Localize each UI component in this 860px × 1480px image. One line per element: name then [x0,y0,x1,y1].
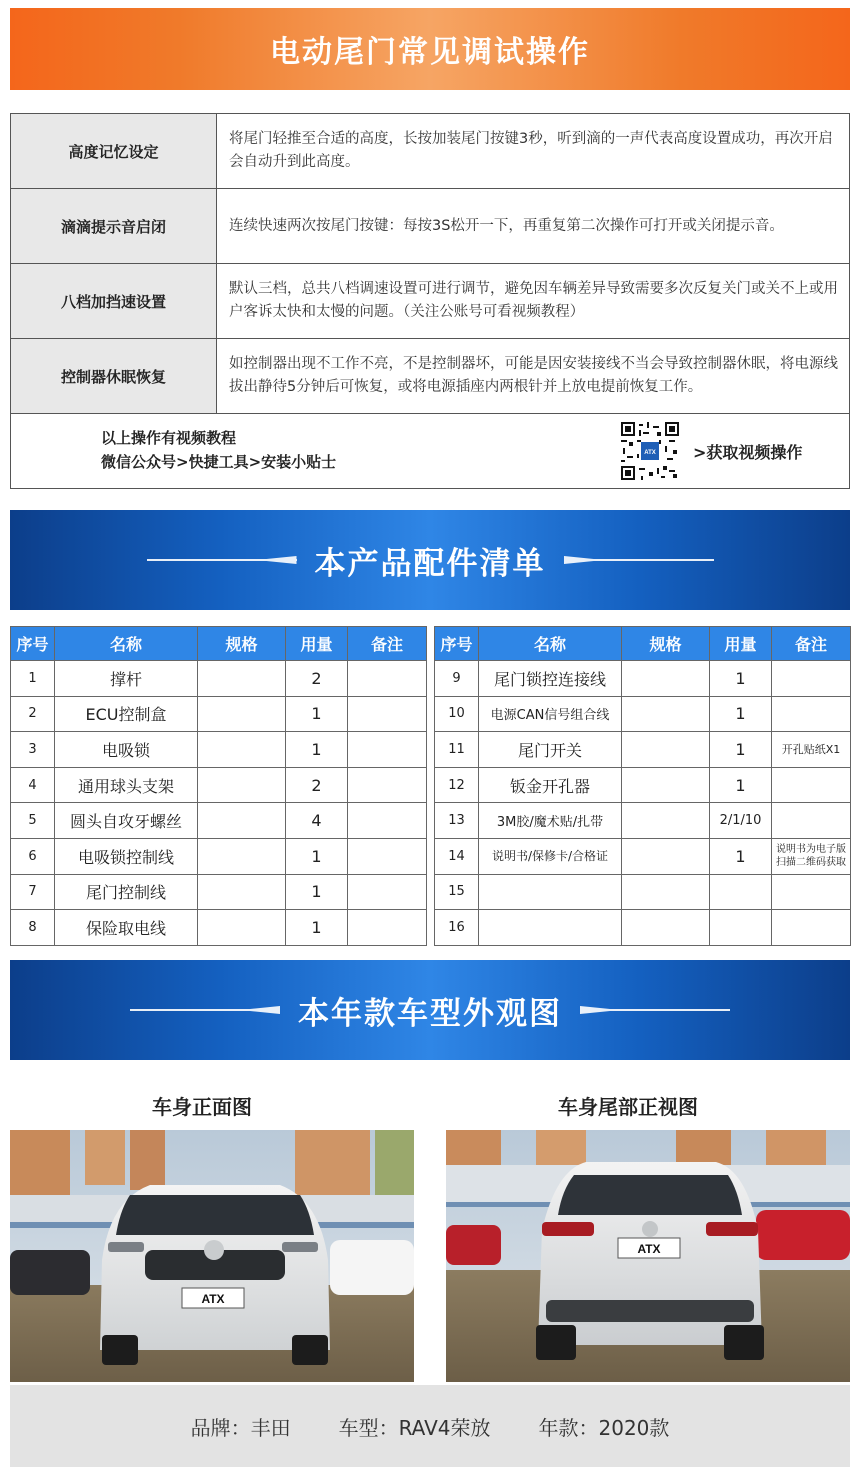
header-banner [10,8,850,90]
cell-note [348,696,427,732]
cell-note [348,910,427,946]
operation-text: 默认三档，总共八档调速设置可进行调节，避免因车辆差异导致需要多次反复关门或关不上或用户客诉太快和太慢的问题。（关注公账号可看视频教程） [229,281,838,320]
operation-text: 将尾门轻推至合适的高度，长按加装尾门按键3秒，听到滴的一声代表高度设置成功，再次开启会自动升到此高度。 [229,131,833,170]
cell-name: 尾门开关 [479,732,622,768]
cell-note: 开孔贴纸X1 [772,732,851,768]
tutorial-row [11,414,849,488]
table-row [11,838,427,874]
cell-spec [198,767,286,803]
cell-spec [622,696,710,732]
operation-label: 八档加挡速设置 [11,264,217,338]
cell-spec [198,803,286,839]
cell-spec [622,838,710,874]
operation-row [11,264,849,339]
cell-no: 12 [435,767,479,803]
col-header-spec: 规格 [622,627,710,661]
cell-spec [198,838,286,874]
table-row [435,767,851,803]
cell-name: 钣金开孔器 [479,767,622,803]
cell-note [772,696,851,732]
cell-spec [198,696,286,732]
front-photo-title: 车身正面图 [152,1095,252,1119]
cell-no: 8 [11,910,55,946]
svg-text:ATX: ATX [644,450,656,456]
cell-no: 2 [11,696,55,732]
tutorial-line2: 微信公众号>快捷工具>安装小贴士 [101,453,337,471]
cell-qty: 1 [710,661,772,697]
col-header-no: 序号 [435,627,479,661]
table-row [435,838,851,874]
table-row [435,910,851,946]
operation-label: 滴滴提示音启闭 [11,189,217,263]
cell-qty: 1 [286,696,348,732]
cell-no: 7 [11,874,55,910]
operation-row [11,339,849,414]
parts-title: 本产品配件清单 [314,545,546,582]
cell-note [348,803,427,839]
cell-spec [622,874,710,910]
table-row [435,696,851,732]
table-row [435,732,851,768]
cell-no: 9 [435,661,479,697]
cell-spec [198,910,286,946]
cell-spec [198,661,286,697]
cell-qty: 1 [286,838,348,874]
cell-qty: 2/1/10 [710,803,772,839]
col-header-name: 名称 [55,627,198,661]
operation-row [11,189,849,264]
cell-no: 15 [435,874,479,910]
table-row [11,910,427,946]
rear-photo-title: 车身尾部正视图 [558,1095,698,1119]
table-row [11,767,427,803]
appearance-title: 本年款车型外观图 [298,995,562,1032]
year-text: 年款：2020款 [538,1415,670,1440]
cell-note [772,767,851,803]
cell-no: 3 [11,732,55,768]
decorative-line [564,559,714,561]
cell-no: 11 [435,732,479,768]
cell-name [479,910,622,946]
cell-name: 撑杆 [55,661,198,697]
cell-qty: 1 [286,910,348,946]
cell-no: 16 [435,910,479,946]
decorative-line [147,559,297,561]
cell-name: 电吸锁 [55,732,198,768]
cell-name [479,874,622,910]
qr-caption: >获取视频操作 [693,443,803,462]
page-title: 电动尾门常见调试操作 [270,35,590,70]
cell-name: 圆头自攻牙螺丝 [55,803,198,839]
cell-name: 3M胶/魔术贴/扎带 [479,803,622,839]
cell-note: 说明书为电子版扫描二维码获取 [772,838,851,874]
cell-qty: 1 [710,838,772,874]
cell-note [348,661,427,697]
cell-name: 保险取电线 [55,910,198,946]
parts-table-left [10,626,427,946]
cell-name: 说明书/保修卡/合格证 [479,838,622,874]
cell-no: 10 [435,696,479,732]
col-header-qty: 用量 [710,627,772,661]
cell-note [772,803,851,839]
table-row [11,732,427,768]
col-header-name: 名称 [479,627,622,661]
cell-spec [198,874,286,910]
rear-car-image [446,1130,850,1382]
tutorial-line1: 以上操作有视频教程 [101,429,237,447]
cell-note [772,910,851,946]
col-header-spec: 规格 [198,627,286,661]
front-car-image [10,1130,414,1382]
table-row [11,661,427,697]
tutorial-text [101,426,336,474]
cell-note [348,767,427,803]
table-row [435,803,851,839]
vehicle-info-bar [10,1385,850,1467]
operation-label: 控制器休眠恢复 [11,339,217,413]
cell-no: 1 [11,661,55,697]
cell-no: 4 [11,767,55,803]
decorative-line [580,1009,730,1011]
cell-note [772,661,851,697]
cell-no: 6 [11,838,55,874]
table-row [11,696,427,732]
brand-text: 品牌：丰田 [190,1415,291,1440]
operation-row [11,114,849,189]
col-header-qty: 用量 [286,627,348,661]
cell-spec [622,767,710,803]
table-row [435,874,851,910]
operation-label: 高度记忆设定 [11,114,217,188]
operations-table [10,113,850,489]
table-row [11,874,427,910]
cell-qty [710,910,772,946]
front-plate-text: ATX [201,1292,225,1306]
cell-name: 电吸锁控制线 [55,838,198,874]
cell-qty: 2 [286,767,348,803]
cell-name: 通用球头支架 [55,767,198,803]
cell-spec [622,661,710,697]
model-text: 车型：RAV4荣放 [338,1415,491,1440]
col-header-no: 序号 [11,627,55,661]
cell-qty: 4 [286,803,348,839]
cell-qty: 1 [710,767,772,803]
cell-name: 尾门控制线 [55,874,198,910]
operation-text: 如控制器出现不工作不亮，不是控制器坏，可能是因安装接线不当会导致控制器休眠，将电源线拔出静待5分钟后可恢复，或将电源插座内两根针并上放电提前恢复工作。 [229,356,838,395]
cell-qty: 1 [286,874,348,910]
cell-spec [198,732,286,768]
cell-qty [710,874,772,910]
cell-name: 尾门锁控连接线 [479,661,622,697]
parts-table-right [434,626,851,946]
cell-note [348,874,427,910]
cell-qty: 1 [286,732,348,768]
operation-text: 连续快速两次按尾门按键：每按3S松开一下，再重复第二次操作可打开或关闭提示音。 [229,217,784,234]
appearance-banner [10,960,850,1060]
parts-banner [10,510,850,610]
cell-no: 14 [435,838,479,874]
cell-no: 5 [11,803,55,839]
col-header-note: 备注 [772,627,851,661]
cell-spec [622,732,710,768]
cell-no: 13 [435,803,479,839]
decorative-line [130,1009,280,1011]
cell-qty: 1 [710,696,772,732]
cell-note [348,838,427,874]
table-row [11,803,427,839]
cell-note [772,874,851,910]
cell-name: 电源CAN信号组合线 [479,696,622,732]
cell-qty: 2 [286,661,348,697]
rear-plate-text: ATX [637,1242,661,1256]
qr-code-icon[interactable] [621,422,679,480]
cell-note [348,732,427,768]
cell-name: ECU控制盒 [55,696,198,732]
cell-spec [622,803,710,839]
cell-spec [622,910,710,946]
cell-qty: 1 [710,732,772,768]
col-header-note: 备注 [348,627,427,661]
table-row [435,661,851,697]
